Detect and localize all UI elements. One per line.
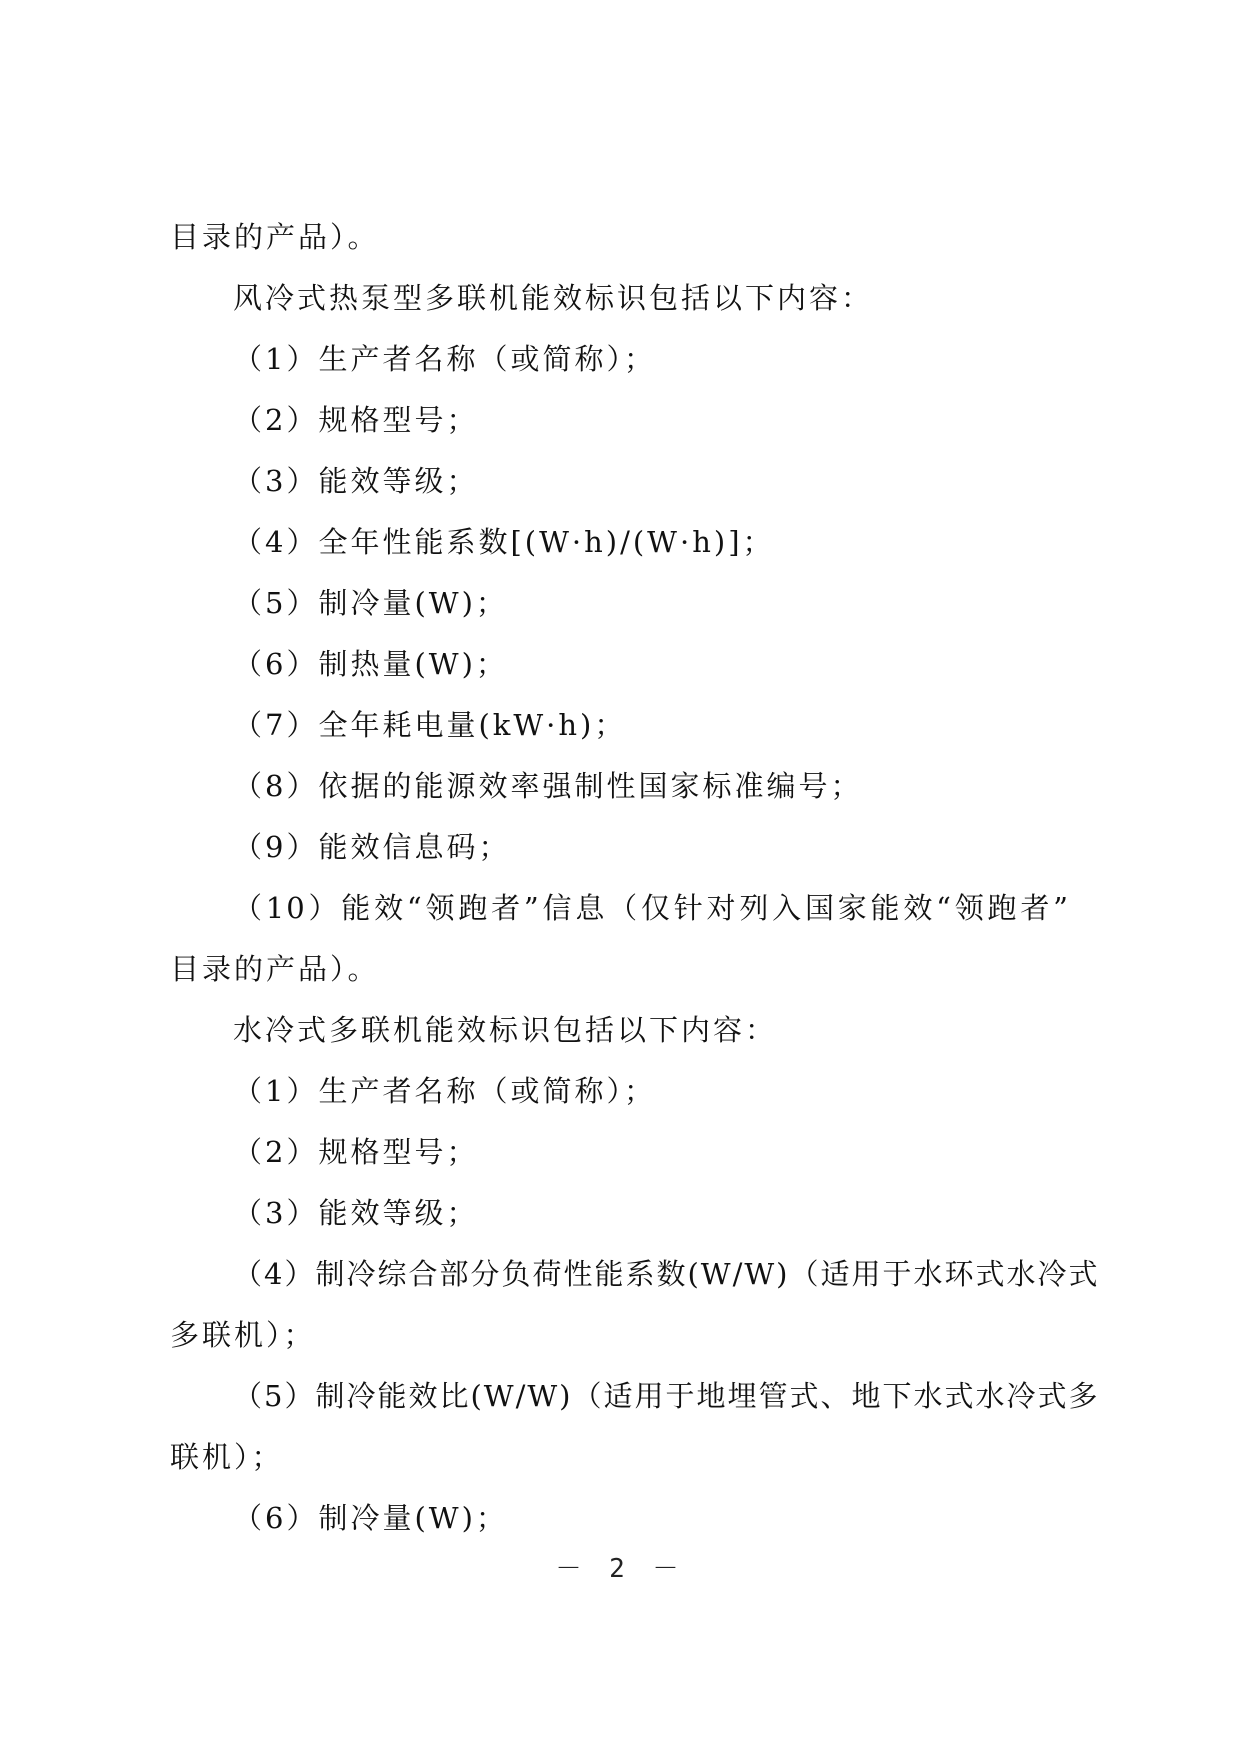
list-item: （2）规格型号； bbox=[233, 1135, 479, 1169]
list-item: （6）制热量(W)； bbox=[233, 647, 508, 681]
text-line: 目录的产品）。 bbox=[170, 220, 380, 254]
list-item: （3）能效等级； bbox=[233, 1196, 479, 1230]
list-item: （8）依据的能源效率强制性国家标准编号； bbox=[233, 769, 863, 803]
page-number: － 2 － bbox=[555, 1554, 685, 1584]
section-heading-air-cooled: 风冷式热泵型多联机能效标识包括以下内容： bbox=[233, 281, 874, 315]
list-item: （10）能效“领跑者”信息（仅针对列入国家能效“领跑者” bbox=[233, 891, 1070, 925]
list-item: （5）制冷能效比(W/W)（适用于地埋管式、地下水式水冷式多 bbox=[233, 1379, 1100, 1413]
list-item: （4）制冷综合部分负荷性能系数(W/W)（适用于水环式水冷式 bbox=[233, 1257, 1100, 1291]
list-item: （3）能效等级； bbox=[233, 464, 479, 498]
list-item: （6）制冷量(W)； bbox=[233, 1501, 508, 1535]
list-item: （9）能效信息码； bbox=[233, 830, 511, 864]
list-item: （2）规格型号； bbox=[233, 403, 479, 437]
list-item: （4）全年性能系数[(W·h)/(W·h)]； bbox=[233, 525, 775, 559]
list-item: （1）生产者名称（或简称）； bbox=[233, 1074, 656, 1108]
list-item-continuation: 多联机）； bbox=[170, 1318, 316, 1352]
list-item: （5）制冷量(W)； bbox=[233, 586, 508, 620]
list-item: （1）生产者名称（或简称）； bbox=[233, 342, 656, 376]
list-item-continuation: 目录的产品）。 bbox=[170, 952, 380, 986]
list-item-continuation: 联机）； bbox=[170, 1440, 284, 1474]
list-item: （7）全年耗电量(kW·h)； bbox=[233, 708, 627, 742]
section-heading-water-cooled: 水冷式多联机能效标识包括以下内容： bbox=[233, 1013, 778, 1047]
